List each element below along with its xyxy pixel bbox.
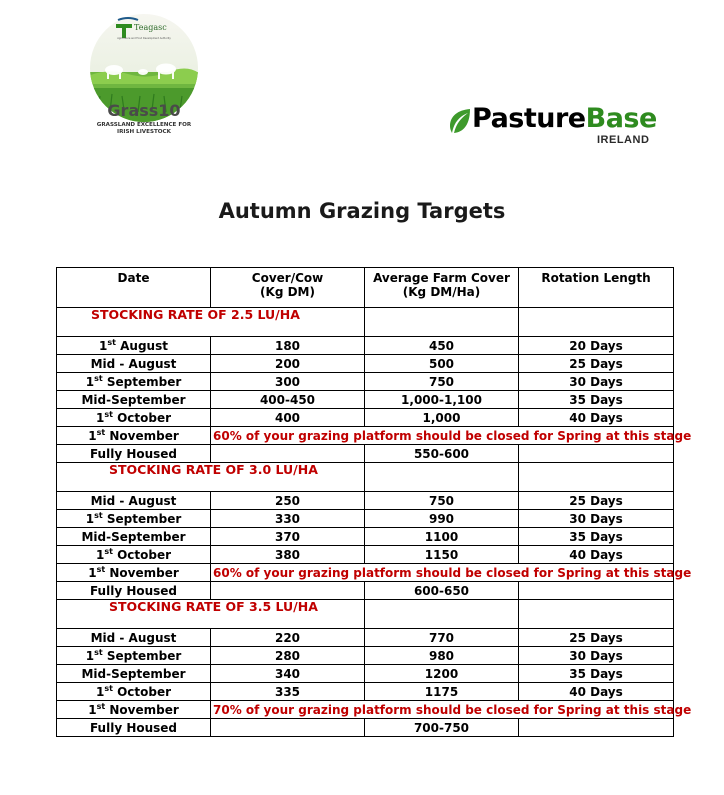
cover-cow-cell: 335 [211,683,365,701]
section-header-row [57,600,674,629]
table-row [57,409,674,427]
table-row [57,528,674,546]
date-cell: 1st September [57,373,211,391]
rotation-cell: 35 Days [519,528,674,546]
afc-cell: 1200 [365,665,519,683]
date-cell: Mid - August [57,492,211,510]
rotation-cell: 40 Days [519,683,674,701]
rotation-cell: 25 Days [519,355,674,373]
section-label: STOCKING RATE OF 3.5 LU/HA [57,600,365,629]
date-cell: Mid-September [57,665,211,683]
pasturebase-logo [446,100,662,152]
cover-cow-cell: 400-450 [211,391,365,409]
table-row [57,647,674,665]
date-cell: Fully Housed [57,445,211,463]
rotation-cell: 25 Days [519,492,674,510]
november-row [57,701,674,719]
closing-note: 60% of your grazing platform should be closed for Spring at this stage [211,427,674,445]
cover-cow-cell: 380 [211,546,365,564]
date-cell: 1st September [57,510,211,528]
section-label: STOCKING RATE OF 3.0 LU/HA [57,463,365,492]
november-row [57,427,674,445]
afc-cell: 770 [365,629,519,647]
header-cover-cow [211,268,365,308]
date-cell: 1st November [57,564,211,582]
afc-cell: 1,000 [365,409,519,427]
afc-cell: 550-600 [365,445,519,463]
afc-cell: 990 [365,510,519,528]
closing-note: 60% of your grazing platform should be closed for Spring at this stage [211,564,674,582]
header-average-farm-cover [365,268,519,308]
date-cell: Mid-September [57,528,211,546]
page-title: Autumn Grazing Targets [218,199,506,223]
table-row [57,492,674,510]
grass10-wordmark: Grass10 [107,101,181,120]
rotation-cell: 40 Days [519,409,674,427]
cover-cow-cell: 180 [211,337,365,355]
section-label: STOCKING RATE OF 2.5 LU/HA [57,308,365,337]
grass10-line1: GRASSLAND EXCELLENCE FOR [96,122,192,128]
table-body [57,307,692,737]
cover-cow-cell: 330 [211,510,365,528]
afc-cell: 450 [365,337,519,355]
rotation-cell: 40 Days [519,546,674,564]
cover-cow-cell: 220 [211,629,365,647]
table-row [57,355,674,373]
afc-cell: 1150 [365,546,519,564]
afc-cell: 500 [365,355,519,373]
november-row [57,564,674,582]
section-header-row [57,308,674,337]
table-header-row [57,268,674,308]
date-cell: 1st November [57,701,211,719]
header-cover-cow-line1: Cover/Cow [251,271,324,285]
table-row [57,510,674,528]
pasturebase-subtitle: IRELAND [597,134,650,146]
date-cell: Mid - August [57,355,211,373]
rotation-cell: 30 Days [519,647,674,665]
table-row [57,337,674,355]
afc-cell: 750 [365,373,519,391]
cover-cow-cell: 340 [211,665,365,683]
section-header-row [57,463,674,492]
rotation-cell: 30 Days [519,373,674,391]
cover-cow-cell: 300 [211,373,365,391]
table-row [57,665,674,683]
table-row [57,629,674,647]
rotation-cell: 35 Days [519,665,674,683]
afc-cell: 1175 [365,683,519,701]
cover-cow-cell: 400 [211,409,365,427]
date-cell: 1st October [57,409,211,427]
fully-housed-row [57,719,674,737]
table-row [57,391,674,409]
pasturebase-word-a: Pasture [472,103,586,134]
fully-housed-row [57,582,674,600]
teagasc-wordmark: Teagasc [134,23,167,32]
teagasc-tagline: Agriculture and Food Development Authority [117,37,171,40]
cover-cow-cell: 250 [211,492,365,510]
rotation-cell: 30 Days [519,510,674,528]
rotation-cell: 25 Days [519,629,674,647]
date-cell: 1st November [57,427,211,445]
cover-cow-cell: 200 [211,355,365,373]
date-cell: 1st October [57,546,211,564]
afc-cell: 980 [365,647,519,665]
closing-note: 70% of your grazing platform should be closed for Spring at this stage [211,701,674,719]
header-afc-line1: Average Farm Cover [373,271,510,285]
cover-cow-cell: 370 [211,528,365,546]
grass10-line2: IRISH LIVESTOCK [117,129,171,135]
date-cell: Mid - August [57,629,211,647]
header-cover-cow-line2: (Kg DM) [260,285,315,299]
grass10-logo [88,14,200,138]
afc-cell: 700-750 [365,719,519,737]
table-row [57,546,674,564]
header-date: Date [57,268,211,308]
date-cell: Fully Housed [57,719,211,737]
pasturebase-wordmark [472,103,657,134]
cover-cow-cell: 280 [211,647,365,665]
rotation-cell: 20 Days [519,337,674,355]
date-cell: 1st September [57,647,211,665]
table-row [57,683,674,701]
date-cell: 1st October [57,683,211,701]
afc-cell: 600-650 [365,582,519,600]
date-cell: Mid-September [57,391,211,409]
afc-cell: 750 [365,492,519,510]
fully-housed-row [57,445,674,463]
table-row [57,373,674,391]
afc-cell: 1,000-1,100 [365,391,519,409]
pasturebase-word-b: Base [585,103,657,134]
date-cell: 1st August [57,337,211,355]
header-afc-line2: (Kg DM/Ha) [402,285,481,299]
date-cell: Fully Housed [57,582,211,600]
rotation-cell: 35 Days [519,391,674,409]
header-rotation-length: Rotation Length [519,268,674,308]
leaf-icon [448,108,472,134]
afc-cell: 1100 [365,528,519,546]
grazing-targets-table [56,267,692,737]
